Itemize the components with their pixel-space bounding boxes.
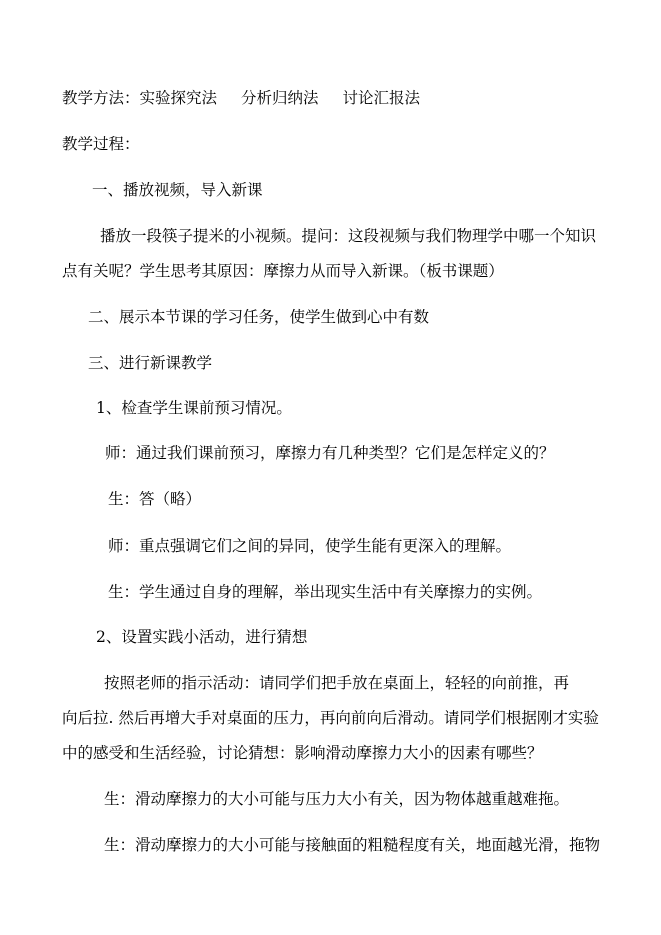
item-one-heading: 1、检查学生课前预习情况。 bbox=[96, 399, 292, 417]
method-analysis: 分析归纳法 bbox=[241, 89, 319, 107]
paragraph-video-line-2: 点有关呢？学生思考其原因：摩擦力从而导入新课。（板书课题） bbox=[62, 262, 504, 280]
section-three-heading: 三、进行新课教学 bbox=[88, 354, 213, 372]
paragraph-activity-line-3: 中的感受和生活经验，讨论猜想：影响滑动摩擦力大小的因素有哪些？ bbox=[62, 744, 543, 762]
teaching-process-heading: 教学过程： bbox=[62, 135, 140, 153]
method-experiment: 实验探究法 bbox=[139, 89, 218, 107]
paragraph-activity-line-2: 向后拉. 然后再增大手对桌面的压力，再向前向后滑动。请同学们根据刚才实验 bbox=[62, 709, 599, 727]
paragraph-student-guess-2: 生：滑动摩擦力的大小可能与接触面的粗糙程度有关，地面越光滑，拖物 bbox=[104, 836, 601, 854]
teaching-method-line bbox=[62, 88, 420, 108]
paragraph-student-guess-1: 生：滑动摩擦力的大小可能与压力大小有关，因为物体越重越难拖。 bbox=[104, 790, 570, 808]
item-two-heading: 2、设置实践小活动，进行猜想 bbox=[96, 628, 308, 646]
teaching-method-label: 教学方法： bbox=[62, 89, 140, 107]
dialog-teacher-2: 师：重点强调它们之间的异同，使学生能有更深入的理解。 bbox=[108, 537, 512, 555]
section-two-heading: 二、展示本节课的学习任务，使学生做到心中有数 bbox=[88, 308, 430, 326]
dialog-student-1: 生：答（略） bbox=[108, 490, 202, 508]
method-discussion: 讨论汇报法 bbox=[342, 89, 421, 107]
paragraph-activity-line-1: 按照老师的指示活动：请同学们把手放在桌面上，轻轻的向前推，再 bbox=[104, 674, 570, 692]
dialog-teacher-1: 师：通过我们课前预习，摩擦力有几种类型？它们是怎样定义的？ bbox=[105, 444, 555, 462]
section-one-heading: 一、播放视频，导入新课 bbox=[92, 181, 263, 199]
paragraph-video-line-1: 播放一段筷子提米的小视频。提问：这段视频与我们物理学中哪一个知识 bbox=[100, 227, 597, 245]
dialog-student-2: 生：学生通过自身的理解，举出现实生活中有关摩擦力的实例。 bbox=[108, 583, 543, 601]
